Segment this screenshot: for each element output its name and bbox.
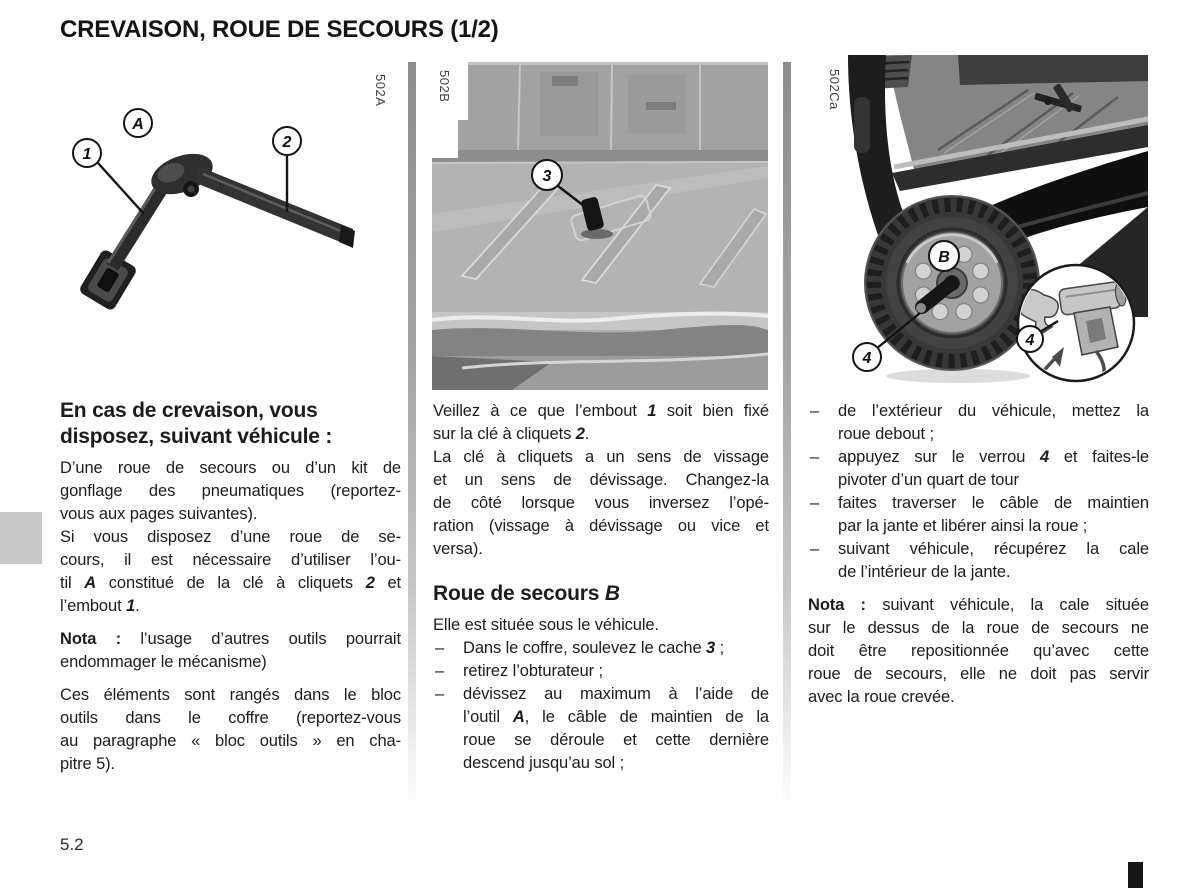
text-line bbox=[60, 684, 401, 707]
wrench-tool-drawing bbox=[78, 146, 355, 312]
text-line bbox=[433, 515, 769, 538]
svg-text:1: 1 bbox=[82, 146, 92, 163]
text-run: endommager le mécanisme) bbox=[60, 653, 267, 671]
bullet-content bbox=[838, 400, 1149, 446]
bold-italic-ref: 1 bbox=[126, 597, 136, 615]
text-run: avec la roue crevée. bbox=[808, 688, 955, 706]
tool-handle bbox=[196, 167, 353, 246]
text-line bbox=[60, 457, 401, 480]
bottom-corner-tab bbox=[1128, 862, 1143, 888]
text-line bbox=[838, 492, 1149, 515]
list-item bbox=[433, 660, 769, 683]
section-heading-crevaison bbox=[60, 398, 401, 449]
intro-line bbox=[433, 614, 769, 637]
bold-italic-ref: 4 bbox=[1040, 448, 1050, 466]
text-line bbox=[60, 753, 401, 776]
text-line bbox=[60, 730, 401, 753]
text-run: pivoter d’un quart de tour bbox=[838, 471, 1019, 489]
bold-text: Nota : bbox=[808, 596, 866, 614]
text-run: l’embout bbox=[60, 597, 127, 615]
bullet-dash: – bbox=[810, 448, 820, 466]
text-run: appuyez sur le verrou bbox=[838, 448, 1041, 466]
text-run: . bbox=[584, 425, 590, 443]
wheel-shadow bbox=[886, 369, 1030, 383]
text-line bbox=[60, 595, 401, 618]
column-divider-1 bbox=[408, 62, 416, 810]
bullet-content bbox=[838, 538, 1149, 584]
page-title: CREVAISON, ROUE DE SECOURS (1/2) bbox=[60, 16, 499, 43]
text-run: Veillez à ce que l’embout bbox=[433, 402, 648, 420]
text-line bbox=[463, 637, 769, 660]
bold-italic-ref: 2 bbox=[365, 574, 375, 592]
text-run: de l’intérieur de la jante. bbox=[838, 563, 1011, 581]
list-item bbox=[808, 538, 1149, 584]
text-line bbox=[60, 549, 401, 572]
text-run: Dans le coffre, soulevez le cache bbox=[463, 639, 707, 657]
column-1 bbox=[60, 398, 401, 776]
text-line bbox=[463, 706, 769, 729]
callout-1-leader bbox=[98, 163, 144, 214]
text-run: Ces éléments sont rangés dans le bloc bbox=[60, 686, 401, 704]
svg-text:4: 4 bbox=[1025, 332, 1035, 349]
text-run: constitué de la clé à cliquets bbox=[96, 574, 366, 592]
text-run: disposez, suivant véhicule : bbox=[60, 424, 333, 448]
text-run: roue se déroule et cette dernière bbox=[463, 731, 769, 749]
list-item bbox=[808, 492, 1149, 538]
text-line bbox=[808, 594, 1149, 617]
text-run: l’usage d’autres outils pourrait bbox=[121, 630, 401, 648]
figure-code-502ca: 502Ca bbox=[827, 69, 842, 110]
text-run: La clé à cliquets a un sens de vissage bbox=[433, 448, 769, 466]
bullet-dash: – bbox=[435, 639, 445, 657]
bold-italic-ref: 2 bbox=[575, 425, 585, 443]
trunk-sill bbox=[432, 312, 768, 390]
figure-trunk-photo bbox=[432, 62, 768, 390]
list-item bbox=[808, 446, 1149, 492]
bold-text: Nota : bbox=[60, 630, 122, 648]
bullet-dash: – bbox=[435, 685, 445, 703]
text-line bbox=[60, 707, 401, 730]
text-run: l’outil bbox=[463, 708, 513, 726]
text-run: roue debout ; bbox=[838, 425, 934, 443]
rear-seatbacks bbox=[432, 62, 768, 163]
text-line bbox=[808, 663, 1149, 686]
text-line bbox=[433, 400, 769, 423]
bullet-dash: – bbox=[810, 402, 820, 420]
page-number: 5.2 bbox=[60, 835, 84, 854]
text-run: de l’extérieur du véhicule, mettez la bbox=[838, 402, 1149, 420]
list-item bbox=[808, 400, 1149, 446]
text-line bbox=[60, 628, 401, 651]
instruction-list bbox=[808, 400, 1149, 584]
text-run: En cas de crevaison, vous bbox=[60, 399, 318, 422]
bullet-content bbox=[463, 660, 769, 683]
text-run: Si vous disposez d’une roue de se- bbox=[60, 528, 401, 546]
svg-text:A: A bbox=[132, 116, 144, 133]
column-3 bbox=[808, 400, 1149, 709]
text-run: suivant véhicule, la cale située bbox=[865, 596, 1149, 614]
text-run: gonflage des pneumatiques (reportez- bbox=[60, 482, 401, 500]
paragraph bbox=[433, 446, 769, 561]
text-run: de côté lorsque vous inversez l’opé- bbox=[433, 494, 769, 512]
text-line bbox=[838, 515, 1149, 538]
bold-italic-ref: A bbox=[512, 708, 525, 726]
text-run: til bbox=[60, 574, 85, 592]
paragraph bbox=[433, 400, 769, 446]
text-line bbox=[838, 469, 1149, 492]
text-run: doit être repositionnée qu’avec cette bbox=[808, 642, 1149, 660]
text-line bbox=[838, 446, 1149, 469]
text-run: Elle est située sous le véhicule. bbox=[433, 616, 659, 634]
text-run: faites traverser le câble de maintien bbox=[838, 494, 1149, 512]
figure-code-502b: 502B bbox=[437, 70, 452, 103]
text-run: , le câble de maintien de la bbox=[524, 708, 769, 726]
spare-wheel bbox=[865, 196, 1039, 370]
text-line bbox=[433, 492, 769, 515]
text-line bbox=[463, 660, 769, 683]
paragraph bbox=[60, 457, 401, 526]
bold-italic-ref: 1 bbox=[647, 402, 657, 420]
text-run: soit bien fixé bbox=[656, 402, 769, 420]
text-line bbox=[60, 503, 401, 526]
text-line bbox=[808, 617, 1149, 640]
text-line bbox=[60, 424, 401, 450]
svg-text:4: 4 bbox=[862, 350, 872, 367]
text-run: retirez l’obturateur ; bbox=[463, 662, 603, 680]
text-run: et faites-le bbox=[1049, 448, 1149, 466]
text-run: vous aux pages suivantes). bbox=[60, 505, 258, 523]
list-item bbox=[433, 683, 769, 775]
text-line bbox=[60, 480, 401, 503]
instruction-list bbox=[433, 637, 769, 775]
text-run: outils dans le coffre (reportez-vous bbox=[60, 709, 401, 727]
text-run: cours, il est nécessaire d’utiliser l’ou- bbox=[60, 551, 401, 569]
bullet-content bbox=[463, 683, 769, 775]
text-line bbox=[463, 683, 769, 706]
text-line bbox=[433, 538, 769, 561]
text-line bbox=[433, 446, 769, 469]
paragraph bbox=[60, 684, 401, 776]
text-line bbox=[463, 752, 769, 775]
text-run: et un sens de dévissage. Changez-la bbox=[433, 471, 769, 489]
text-run: ration (vissage à dévissage ou vice et bbox=[433, 517, 769, 535]
section-heading-roue-de-secours bbox=[433, 581, 769, 607]
figure-spare-wheel-photo bbox=[808, 55, 1148, 390]
text-line bbox=[60, 572, 401, 595]
bold-italic-ref: 3 bbox=[706, 639, 716, 657]
text-line bbox=[808, 640, 1149, 663]
text-line bbox=[433, 469, 769, 492]
text-run: . bbox=[135, 597, 140, 615]
lock-detail-inset bbox=[1017, 265, 1134, 390]
text-run: ; bbox=[715, 639, 725, 657]
text-run: suivant véhicule, récupérez la cale bbox=[838, 540, 1149, 558]
text-run: pitre 5). bbox=[60, 755, 116, 773]
figure-code-502a: 502A bbox=[373, 74, 388, 107]
text-run: par la jante et libérer ainsi la roue ; bbox=[838, 517, 1088, 535]
text-run: roue de secours, elle ne doit pas servir bbox=[808, 665, 1149, 683]
bullet-content bbox=[838, 446, 1149, 492]
column-2 bbox=[433, 400, 769, 775]
bold-italic-ref: B bbox=[604, 582, 620, 605]
text-line bbox=[838, 400, 1149, 423]
text-line bbox=[60, 398, 401, 424]
bullet-content bbox=[838, 492, 1149, 538]
text-run: sur le dessus de la roue de secours ne bbox=[808, 619, 1149, 637]
text-line bbox=[433, 423, 769, 446]
chapter-edge-tab bbox=[0, 512, 42, 564]
text-line bbox=[463, 729, 769, 752]
column-divider-2 bbox=[783, 62, 791, 810]
text-run: D’une roue de secours ou d’un kit de bbox=[60, 459, 401, 477]
text-run: dévissez au maximum à l’aide de bbox=[463, 685, 769, 703]
text-line bbox=[433, 614, 769, 637]
svg-text:2: 2 bbox=[282, 134, 292, 151]
bullet-dash: – bbox=[810, 540, 820, 558]
text-run: sur la clé à cliquets bbox=[433, 425, 576, 443]
text-line bbox=[838, 561, 1149, 584]
text-run: et bbox=[374, 574, 402, 592]
svg-text:3: 3 bbox=[542, 168, 552, 185]
text-line bbox=[838, 538, 1149, 561]
text-line bbox=[838, 423, 1149, 446]
figure-wrench-tool bbox=[60, 62, 400, 390]
text-line bbox=[808, 686, 1149, 709]
list-item bbox=[433, 637, 769, 660]
bullet-dash: – bbox=[435, 662, 445, 680]
svg-text:B: B bbox=[938, 249, 950, 266]
bullet-content bbox=[463, 637, 769, 660]
text-run: descend jusqu’au sol ; bbox=[463, 754, 625, 772]
text-run: au paragraphe « bloc outils » en cha- bbox=[60, 732, 401, 750]
text-line bbox=[60, 651, 401, 674]
paragraph bbox=[60, 526, 401, 618]
nota-paragraph bbox=[808, 594, 1149, 709]
socket-end bbox=[78, 248, 138, 311]
text-line bbox=[60, 526, 401, 549]
text-run: versa). bbox=[433, 540, 483, 558]
text-run: Roue de secours bbox=[433, 582, 605, 605]
nota-paragraph bbox=[60, 628, 401, 674]
bullet-dash: – bbox=[810, 494, 820, 512]
bold-italic-ref: A bbox=[84, 574, 97, 592]
